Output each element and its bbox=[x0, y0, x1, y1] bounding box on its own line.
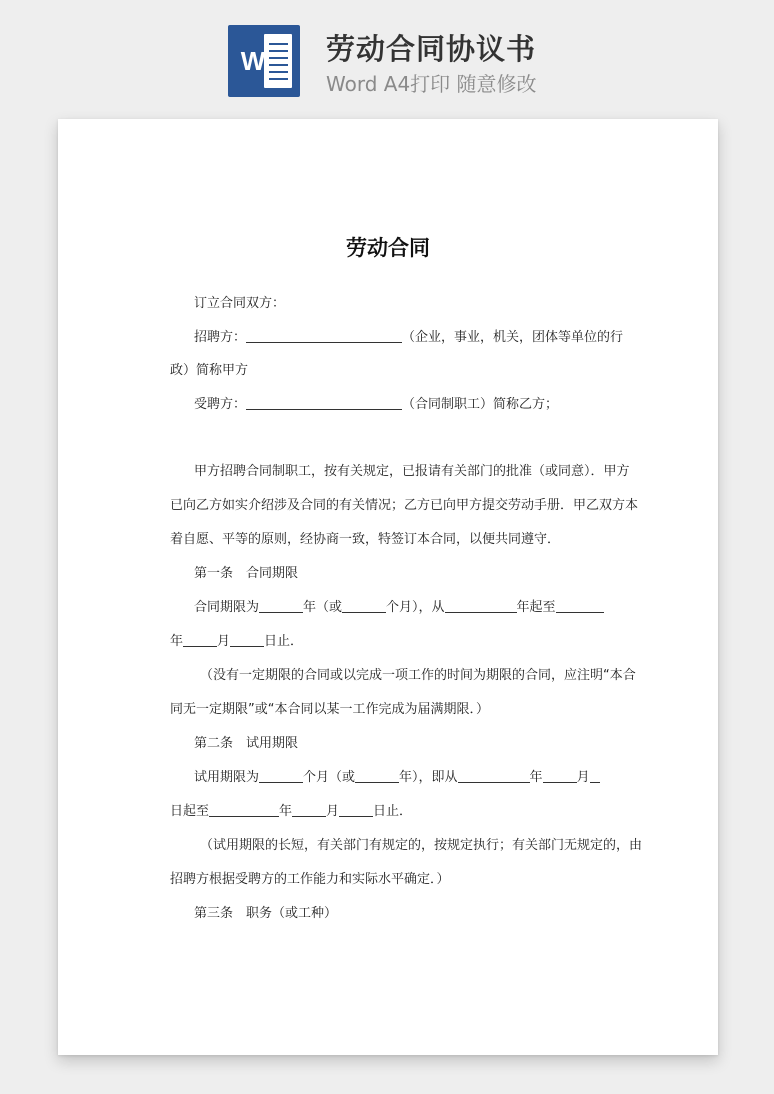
term-end-day-blank[interactable] bbox=[230, 632, 264, 647]
document-title: 劳动合同 bbox=[346, 236, 430, 260]
article-2-probation-line-cont: 日起至 年 月 日止． bbox=[170, 804, 413, 819]
article-1-term-line-cont: 年 月 日止． bbox=[170, 634, 304, 649]
probation-start-month-blank[interactable] bbox=[543, 768, 577, 783]
term-months-blank[interactable] bbox=[342, 598, 386, 613]
app-header bbox=[0, 0, 774, 110]
probation-years-blank[interactable] bbox=[355, 768, 399, 783]
employer-line: 招聘方： （企业，事业，机关，团体等单位的行 bbox=[194, 330, 624, 345]
article-2-note-cont: 招聘方根据受聘方的工作能力和实际水平确定．） bbox=[170, 872, 450, 887]
article-2-heading: 第二条 试用期限 bbox=[194, 736, 299, 751]
probation-end-year-blank[interactable] bbox=[209, 802, 279, 817]
term-years-blank[interactable] bbox=[259, 598, 303, 613]
probation-months-blank[interactable] bbox=[259, 768, 303, 783]
employee-blank[interactable] bbox=[246, 395, 402, 410]
word-icon bbox=[228, 25, 300, 97]
term-end-month-blank[interactable] bbox=[183, 632, 217, 647]
article-2-note: （试用期限的长短，有关部门有规定的，按规定执行；有关部门无规定的，由 bbox=[200, 838, 643, 853]
probation-end-day-blank[interactable] bbox=[339, 802, 373, 817]
probation-end-month-blank[interactable] bbox=[292, 802, 326, 817]
term-end-blank[interactable] bbox=[556, 598, 604, 613]
article-1-note-cont: 同无一定期限”或“本合同以某一工作完成为届满期限．） bbox=[170, 702, 489, 717]
app-title: 劳动合同协议书 bbox=[326, 32, 537, 66]
article-1-term-line: 合同期限为 年（或 个月），从 年起至 bbox=[194, 598, 604, 618]
employer-line-cont: 政）简称甲方 bbox=[170, 363, 249, 378]
intro-paragraph-line: 着自愿、平等的原则，经协商一致，特签订本合同，以便共同遵守． bbox=[170, 532, 561, 547]
word-icon-letter: W bbox=[240, 46, 266, 76]
article-3-heading: 第三条 职务（或工种） bbox=[194, 906, 338, 921]
employee-line: 受聘方： （合同制职工）简称乙方； bbox=[194, 397, 559, 412]
app-subtitle: Word A4打印 随意修改 bbox=[326, 72, 537, 96]
intro-paragraph-line: 甲方招聘合同制职工，按有关规定，已报请有关部门的批准（或同意）．甲方 bbox=[194, 464, 630, 479]
article-1-note: （没有一定期限的合同或以完成一项工作的时间为期限的合同，应注明“本合 bbox=[200, 668, 636, 683]
employer-blank[interactable] bbox=[246, 328, 402, 343]
document-page bbox=[58, 119, 718, 1055]
article-1-heading: 第一条 合同期限 bbox=[194, 566, 299, 581]
parties-intro: 订立合同双方： bbox=[194, 296, 286, 311]
term-start-year-blank[interactable] bbox=[445, 598, 517, 613]
article-2-probation-line: 试用期限为 个月（或 年），即从 年 月 bbox=[194, 768, 600, 788]
watermark bbox=[82, 449, 127, 494]
probation-start-year-blank[interactable] bbox=[458, 768, 530, 783]
intro-paragraph-line: 已向乙方如实介绍涉及合同的有关情况；乙方已向甲方提交劳动手册．甲乙双方本 bbox=[170, 498, 639, 513]
probation-start-day-blank[interactable] bbox=[590, 768, 600, 783]
